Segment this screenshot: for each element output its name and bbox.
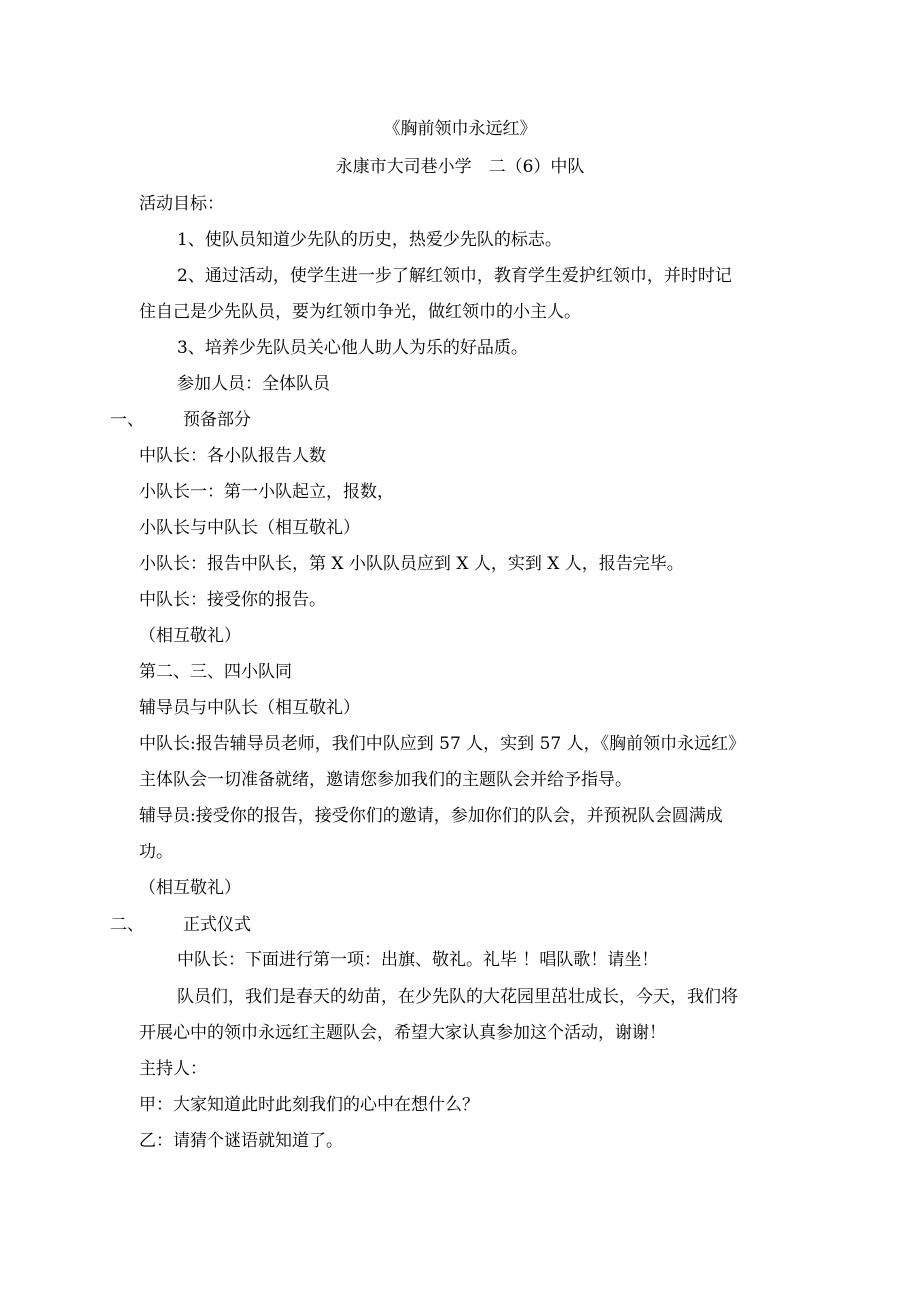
- section-title: 预备部分: [183, 410, 251, 430]
- goal-line: 3、培养少先队员关心他人助人为乐的好品质。: [177, 338, 528, 358]
- section-heading: [0, 408, 920, 432]
- dialogue-line: （相互敬礼）: [139, 878, 241, 898]
- dialogue-line: 中队长:报告辅导员老师，我们中队应到 57 人，实到 57 人，《胸前领巾永远红》: [139, 734, 746, 754]
- dialogue-line: 中队长：各小队报告人数: [139, 446, 326, 466]
- section-number: 一、: [110, 410, 144, 430]
- dialogue-line: 小队长与中队长（相互敬礼）: [139, 518, 360, 538]
- section-title: 正式仪式: [183, 915, 251, 935]
- dialogue-line: 辅导员:接受你的报告，接受你们的邀请，参加你们的队会，并预祝队会圆满成: [139, 806, 723, 826]
- participants: 参加人员：全体队员: [177, 374, 330, 394]
- goals-heading: 活动目标：: [139, 194, 224, 214]
- goal-line: 住自己是少先队员，要为红领巾争光，做红领巾的小主人。: [139, 302, 581, 322]
- dialogue-line: 中队长：接受你的报告。: [139, 590, 326, 610]
- dialogue-line: 功。: [139, 842, 173, 862]
- dialogue-line: 队员们，我们是春天的幼苗，在少先队的大花园里茁壮成长，今天，我们将: [177, 987, 738, 1007]
- document-subtitle: 永康市大司巷小学 二（6）中队: [335, 157, 585, 177]
- document-title: 《胸前领巾永远红》: [383, 119, 537, 139]
- dialogue-line: 小队长一：第一小队起立，报数，: [139, 482, 394, 502]
- dialogue-line: 中队长：下面进行第一项：出旗、敬礼。礼毕 ！唱队歌！请坐！: [177, 950, 659, 970]
- dialogue-line: 主持人：: [139, 1059, 207, 1079]
- dialogue-line: 辅导员与中队长（相互敬礼）: [139, 698, 360, 718]
- dialogue-line: 第二、三、四小队同: [139, 662, 292, 682]
- dialogue-line: 开展心中的领巾永远红主题队会，希望大家认真参加这个活动，谢谢！: [139, 1023, 666, 1043]
- goal-line: 2、通过活动，使学生进一步了解红领巾，教育学生爱护红领巾，并时时记: [177, 266, 732, 286]
- dialogue-line: （相互敬礼）: [139, 626, 241, 646]
- dialogue-line: 乙：请猜个谜语就知道了。: [139, 1131, 343, 1151]
- section-number: 二、: [110, 915, 144, 935]
- dialogue-line: 小队长：报告中队长，第 X 小队队员应到 X 人，实到 X 人，报告完毕。: [139, 554, 684, 574]
- dialogue-line: 甲：大家知道此时此刻我们的心中在想什么？: [139, 1095, 479, 1115]
- dialogue-line: 主体队会一切准备就绪，邀请您参加我们的主题队会并给予指导。: [139, 770, 632, 790]
- goal-line: 1、使队员知道少先队的历史，热爱少先队的标志。: [177, 230, 562, 250]
- section-heading: [0, 913, 920, 937]
